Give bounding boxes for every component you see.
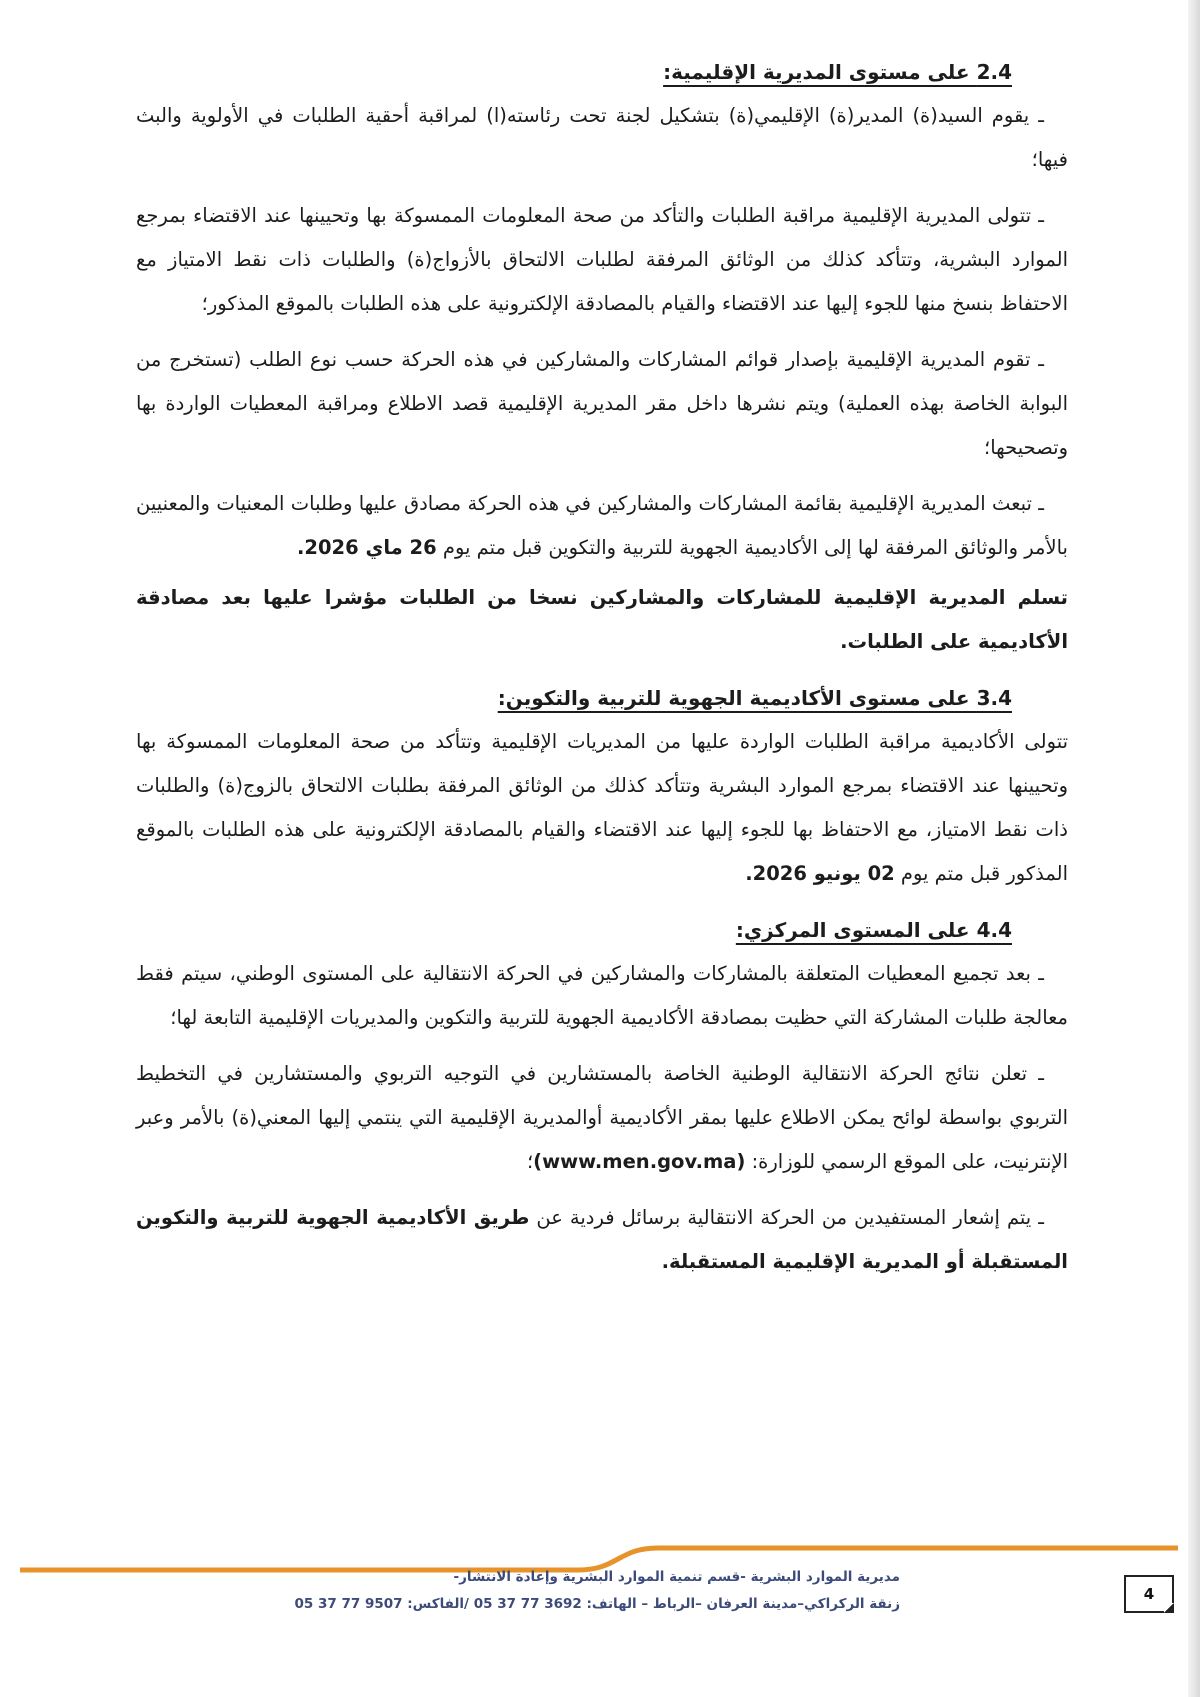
footer bbox=[290, 1564, 900, 1618]
paragraph-bold: تسلم المديرية الإقليمية للمشاركات والمشاركين نسخا من الطلبات مؤشرا عليها بعد مصادقة الأكاديمية على الطلبات. bbox=[136, 586, 1068, 653]
paragraph: ـ تقوم المديرية الإقليمية بإصدار قوائم المشاركات والمشاركين في هذه الحركة حسب نوع الطلب (تستخرج من البوابة الخاصة بهذه العملية) ويتم نشرها داخل مقر المديرية الإقليمية قصد الاطلاع ومراقبة المعطيات الواردة بها وتصحيحها؛ bbox=[136, 348, 1068, 459]
punctuation: ؛ bbox=[526, 1150, 534, 1173]
paragraph-text: تتولى الأكاديمية مراقبة الطلبات الواردة عليها من المديريات الإقليمية وتتأكد من صحة المعلومات الممسوكة بها وتحيينها عند الاقتضاء بمرجع الموارد البشرية وتتأكد كذلك من الوثائق المرفقة بطلبات الالتحاق بالزوج(ة) والطلبات ذات نقط الامتياز، مع الاحتفاظ بها للجوء إليها عند الاقتضاء والقيام بالمصادقة الإلكترونية على هذه الطلبات بالموقع المذكور قبل متم يوم bbox=[136, 730, 1068, 885]
section-heading-2-4: 2.4 على مستوى المديرية الإقليمية: bbox=[663, 60, 1012, 84]
paragraph-text: ـ تعلن نتائج الحركة الانتقالية الوطنية الخاصة بالمستشارين في التوجيه التربوي والمستشارين في التخطيط التربوي بواسطة لوائح يمكن الاطلاع عليها بمقر الأكاديمية أوالمديرية الإقليمية التي ينتمي إليها المعني(ة) بالأمر وعبر الإنترنيت، على الموقع الرسمي للوزارة: bbox=[136, 1062, 1068, 1173]
document-body bbox=[136, 50, 1068, 1296]
paragraph bbox=[136, 482, 1068, 570]
section-heading-4-4: 4.4 على المستوى المركزي: bbox=[735, 918, 1012, 942]
deadline-date: 02 يونيو 2026. bbox=[745, 862, 895, 885]
ministry-url: (www.men.gov.ma) bbox=[533, 1150, 746, 1173]
page-edge-shadow bbox=[1188, 0, 1200, 1697]
paragraph-text: ـ يتم إشعار المستفيدين من الحركة الانتقالية برسائل فردية عن bbox=[536, 1206, 1044, 1229]
paragraph-bold-end: طريق الأكاديمية الجهوية للتربية والتكوين المستقبلة أو المديرية الإقليمية المستقبلة. bbox=[136, 1206, 1068, 1273]
paragraph: ـ يقوم السيد(ة) المدير(ة) الإقليمي(ة) بتشكيل لجنة تحت رئاسته(ا) لمراقبة أحقية الطلبات في الأولوية والبث فيها؛ bbox=[136, 104, 1068, 171]
paragraph: ـ بعد تجميع المعطيات المتعلقة بالمشاركات والمشاركين في الحركة الانتقالية على المستوى الوطني، سيتم فقط معالجة طلبات المشاركة التي حظيت بمصادقة الأكاديمية الجهوية للتربية والتكوين والمديريات الإقليمية التابعة لها؛ bbox=[136, 962, 1068, 1029]
paragraph: ـ تتولى المديرية الإقليمية مراقبة الطلبات والتأكد من صحة المعلومات الممسوكة بها وتحيينها عند الاقتضاء بمرجع الموارد البشرية، وتتأكد كذلك من الوثائق المرفقة لطلبات الالتحاق بالأزواج(ة) والطلبات ذات نقط الامتياز مع الاحتفاظ بنسخ منها للجوء إليها عند الاقتضاء والقيام بالمصادقة الإلكترونية على هذه الطلبات بالموقع المذكور؛ bbox=[136, 204, 1068, 315]
section-heading-3-4: 3.4 على مستوى الأكاديمية الجهوية للتربية والتكوين: bbox=[497, 686, 1012, 710]
paragraph-text: ـ تبعث المديرية الإقليمية بقائمة المشاركات والمشاركين في هذه الحركة مصادق عليها وطلبات المعنيات والمعنيين بالأمر والوثائق المرفقة لها إلى الأكاديمية الجهوية للتربية والتكوين قبل متم يوم bbox=[136, 492, 1068, 559]
paragraph bbox=[136, 1196, 1068, 1284]
footer-address: زنقة الركراكي–مدينة العرفان –الرباط – الهاتف: 3692 77 37 05 /الفاكس: 9507 77 37 05 bbox=[294, 1596, 900, 1612]
paragraph bbox=[136, 720, 1068, 896]
deadline-date: 26 ماي 2026. bbox=[296, 536, 437, 559]
footer-department: مديرية الموارد البشرية -قسم تنمية الموارد البشرية وإعادة الانتشار- bbox=[453, 1569, 900, 1585]
paragraph bbox=[136, 1052, 1068, 1184]
page-number: 4 bbox=[1124, 1575, 1174, 1613]
